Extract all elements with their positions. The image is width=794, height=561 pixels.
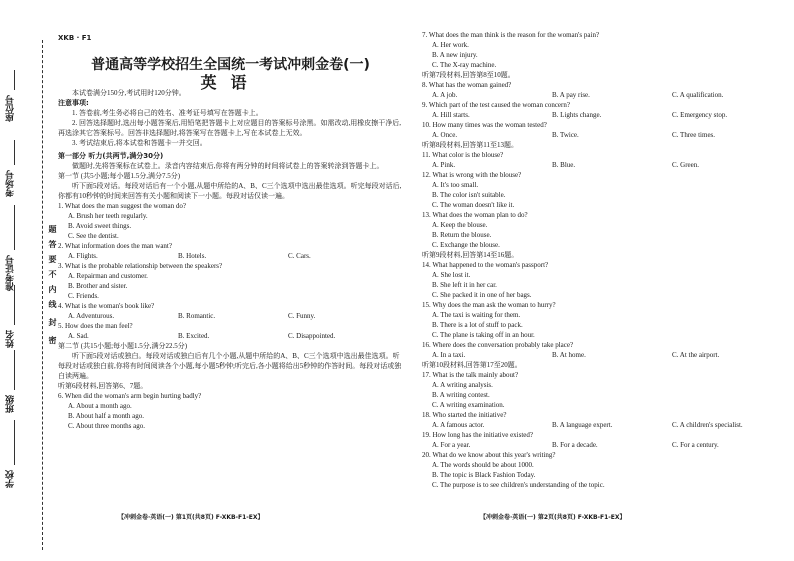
- question-option: A. A famous actor.: [432, 421, 485, 429]
- question-stem: 14. What happened to the woman's passport?: [422, 261, 549, 269]
- seal-char: 不: [48, 270, 57, 278]
- question-option: C. Cars.: [288, 252, 311, 260]
- label-seat-number: 座位号: [6, 95, 16, 122]
- question-option: A. For a year.: [432, 441, 471, 449]
- field-school: [14, 420, 15, 465]
- question-option: C. The plane is taking off in an hour.: [432, 331, 535, 339]
- question-stem: 2. What information does the man want?: [58, 242, 172, 250]
- question-option: B. Romantic.: [178, 312, 216, 320]
- question-option: A. Her work.: [432, 41, 469, 49]
- question-option: A. Pink.: [432, 161, 456, 169]
- left-question-list: [58, 201, 403, 341]
- question-stem: 11. What color is the blouse?: [422, 151, 504, 159]
- question-stem: 10. How many times was the woman tested?: [422, 121, 547, 129]
- left-column: [58, 30, 403, 431]
- option-row: [422, 110, 782, 120]
- question-option: C. At the airport.: [672, 351, 720, 359]
- seal-char: 密: [48, 336, 57, 344]
- question-option: A. Hill starts.: [432, 111, 470, 119]
- question-option: B. A writing contest.: [432, 391, 490, 399]
- listening-note: 听第10段材料,回答第17至20题。: [422, 361, 522, 369]
- notice-title: 注意事项:: [58, 99, 89, 107]
- question-option: C. A children's specialist.: [672, 421, 743, 429]
- question-option: A. A writing analysis.: [432, 381, 493, 389]
- question-option: B. A new injury.: [432, 51, 478, 59]
- seal-char: 答: [48, 240, 57, 248]
- option-row: [58, 311, 403, 321]
- seal-char: 要: [48, 255, 57, 263]
- question-stem: 1. What does the man suggest the woman do?: [58, 202, 186, 210]
- question-option: A. Keep the blouse.: [432, 221, 488, 229]
- option-row: [422, 440, 782, 450]
- notice-item: 2. 回答选择题时,选出每小题答案后,用铅笔把答题卡上对应题目的答案标号涂黑。如需改动,用橡皮擦干净后,再选涂其它答案标号。回答非选择题时,将答案写在答题卡上,写在本试卷上无效。: [58, 119, 401, 137]
- question-stem: 4. What is the woman's book like?: [58, 302, 155, 310]
- question-option: B. The color isn't suitable.: [432, 191, 506, 199]
- question-option: B. There is a lot of stuff to pack.: [432, 321, 523, 329]
- question-option: A. Flights.: [68, 252, 98, 260]
- question-option: A. About a month ago.: [68, 402, 132, 410]
- question-option: B. Blue.: [552, 161, 576, 169]
- option-row: [422, 90, 782, 100]
- question-option: C. The X-ray machine.: [432, 61, 497, 69]
- field-ticket-number: [14, 205, 15, 250]
- label-class: 班级: [6, 395, 16, 413]
- question-option: A. A job.: [432, 91, 458, 99]
- question-option: A. Adventurous.: [68, 312, 115, 320]
- question-stem: 15. Why does the man ask the woman to hurry?: [422, 301, 556, 309]
- cut-line: [42, 40, 43, 550]
- question-option: B. The topic is Black Fashion Today.: [432, 471, 536, 479]
- question-stem: 3. What is the probable relationship between the speakers?: [58, 262, 223, 270]
- question-option: B. Brother and sister.: [68, 282, 128, 290]
- exam-subject: 英语: [200, 73, 261, 92]
- question-stem: 13. What does the woman plan to do?: [422, 211, 528, 219]
- right-column: [422, 30, 782, 490]
- right-question-list: [422, 30, 782, 490]
- question-option: B. At home.: [552, 351, 586, 359]
- question-stem: 18. Who started the initiative?: [422, 411, 507, 419]
- listening-note: 听第7段材料,回答第8至10题。: [422, 71, 515, 79]
- question-option: A. It's too small.: [432, 181, 479, 189]
- question-option: A. The words should be about 1000.: [432, 461, 534, 469]
- question-stem: 9. Which part of the test caused the woman concern?: [422, 101, 570, 109]
- question-stem: 17. What is the talk mainly about?: [422, 371, 519, 379]
- question-option: C. Three times.: [672, 131, 716, 139]
- question-option: C. A qualification.: [672, 91, 724, 99]
- question-option: B. Avoid sweet things.: [68, 222, 132, 230]
- question-stem: 19. How long has the initiative existed?: [422, 431, 534, 439]
- label-name: 姓名: [6, 330, 16, 348]
- question-option: C. See the dentist.: [68, 232, 119, 240]
- option-row: [422, 130, 782, 140]
- part1-title: 第一部分 听力(共两节,满分30分): [58, 152, 164, 160]
- question-option: B. For a decade.: [552, 441, 598, 449]
- question-option: C. Funny.: [288, 312, 316, 320]
- question-option: B. Lights change.: [552, 111, 602, 119]
- question-option: C. For a century.: [672, 441, 719, 449]
- question-option: B. Return the blouse.: [432, 231, 492, 239]
- field-class: [14, 350, 15, 390]
- question-option: A. Repairman and customer.: [68, 272, 148, 280]
- option-row: [58, 251, 403, 261]
- question-option: C. Disappointed.: [288, 332, 336, 340]
- question-option: C. Green.: [672, 161, 700, 169]
- label-exam-room: 考场号: [6, 170, 16, 197]
- paper-code: XKB · F1: [58, 34, 92, 42]
- time-note: 本试卷满分150分,考试用时120分钟。: [72, 89, 186, 97]
- question-stem: 16. Where does the conversation probably take place?: [422, 341, 574, 349]
- question-option: A. The taxi is waiting for them.: [432, 311, 521, 319]
- question-option: C. A writing examination.: [432, 401, 505, 409]
- question-option: A. Once.: [432, 131, 458, 139]
- binding-strip: [0, 0, 62, 561]
- section2-intro: 听下面5段对话或独白。每段对话或独白后有几个小题,从题中所给的A、B、C三个选项中选出最佳选项。听每段对话或独白前,你将有时间阅读各个小题,每小题5秒钟;听完后,各小题将给出5秒钟的作答时间。每段对话或独白读两遍。: [58, 352, 402, 380]
- section1-intro: 听下面5段对话。每段对话后有一个小题,从题中所给的A、B、C三个选项中选出最佳选项。听完每段对话后,你都有10秒钟的时间来回答有关小题和阅读下一小题。每段对话仅读一遍。: [58, 182, 402, 200]
- question-stem: 8. What has the woman gained?: [422, 81, 512, 89]
- label-ticket-number: 准考证号: [6, 255, 16, 291]
- field-seat-number: [14, 70, 15, 90]
- option-row: [58, 331, 403, 341]
- seal-char: 内: [48, 285, 57, 293]
- question-stem: 20. What do we know about this year's writing?: [422, 451, 556, 459]
- notice-item: 3. 考试结束后,将本试卷和答题卡一并交回。: [72, 139, 207, 147]
- question-option: B. She left it in her car.: [432, 281, 497, 289]
- listening-note: 听第8段材料,回答第11至13题。: [422, 141, 518, 149]
- option-row: [422, 350, 782, 360]
- question-stem: 12. What is wrong with the blouse?: [422, 171, 522, 179]
- seal-char: 封: [48, 318, 57, 326]
- question-option: A. In a taxi.: [432, 351, 466, 359]
- label-school: 学校: [6, 470, 16, 488]
- question-option: B. Twice.: [552, 131, 579, 139]
- question-option: C. Exchange the blouse.: [432, 241, 500, 249]
- question-option: C. The woman doesn't like it.: [432, 201, 515, 209]
- right-footer: 【冲刺金卷·英语(一) 第2页(共8页) F-XKB-F1-EX】: [480, 514, 626, 521]
- section2-title: 第二节 (共15小题;每小题1.5分,满分22.5分): [58, 342, 188, 350]
- question-stem: 7. What does the man think is the reason for the woman's pain?: [422, 31, 600, 39]
- question-option: B. A language expert.: [552, 421, 613, 429]
- left-footer: 【冲刺金卷·英语(一) 第1页(共8页) F-XKB-F1-EX】: [118, 514, 264, 521]
- exam-title: 普通高等学校招生全国统一考试冲刺金卷(一): [91, 57, 370, 73]
- question-option: C. The purpose is to see children's understanding of the topic.: [432, 481, 605, 489]
- notice-item: 1. 答卷前,考生务必将自己的姓名、准考证号填写在答题卡上。: [72, 109, 263, 117]
- seal-char: 题: [48, 225, 57, 233]
- part1-intro: 做题时,先将答案标在试卷上。录音内容结束后,你将有两分钟的时间将试卷上的答案转涂到答题卡上。: [72, 162, 384, 170]
- listening-note: 听第6段材料,回答第6、7题。: [58, 382, 148, 390]
- question-option: B. Excited.: [178, 332, 210, 340]
- question-option: C. About three months ago.: [68, 422, 145, 430]
- question-option: C. Emergency stop.: [672, 111, 728, 119]
- question-option: C. She packed it in one of her bags.: [432, 291, 532, 299]
- question-stem: 6. When did the woman's arm begin hurting badly?: [58, 392, 202, 400]
- question-stem: 5. How does the man feel?: [58, 322, 133, 330]
- question-option: A. Brush her teeth regularly.: [68, 212, 148, 220]
- field-name: [14, 285, 15, 325]
- question-option: C. Friends.: [68, 292, 99, 300]
- field-exam-room: [14, 140, 15, 165]
- question-option: A. Sad.: [68, 332, 89, 340]
- question-option: B. About half a month ago.: [68, 412, 145, 420]
- option-row: [422, 420, 782, 430]
- question-option: A. She lost it.: [432, 271, 471, 279]
- question-option: B. Hotels.: [178, 252, 207, 260]
- listening-note: 听第9段材料,回答第14至16题。: [422, 251, 519, 259]
- seal-char: 线: [48, 300, 57, 308]
- option-row: [422, 160, 782, 170]
- section1-title: 第一节 (共5小题;每小题1.5分,满分7.5分): [58, 172, 181, 180]
- question-option: B. A pay rise.: [552, 91, 590, 99]
